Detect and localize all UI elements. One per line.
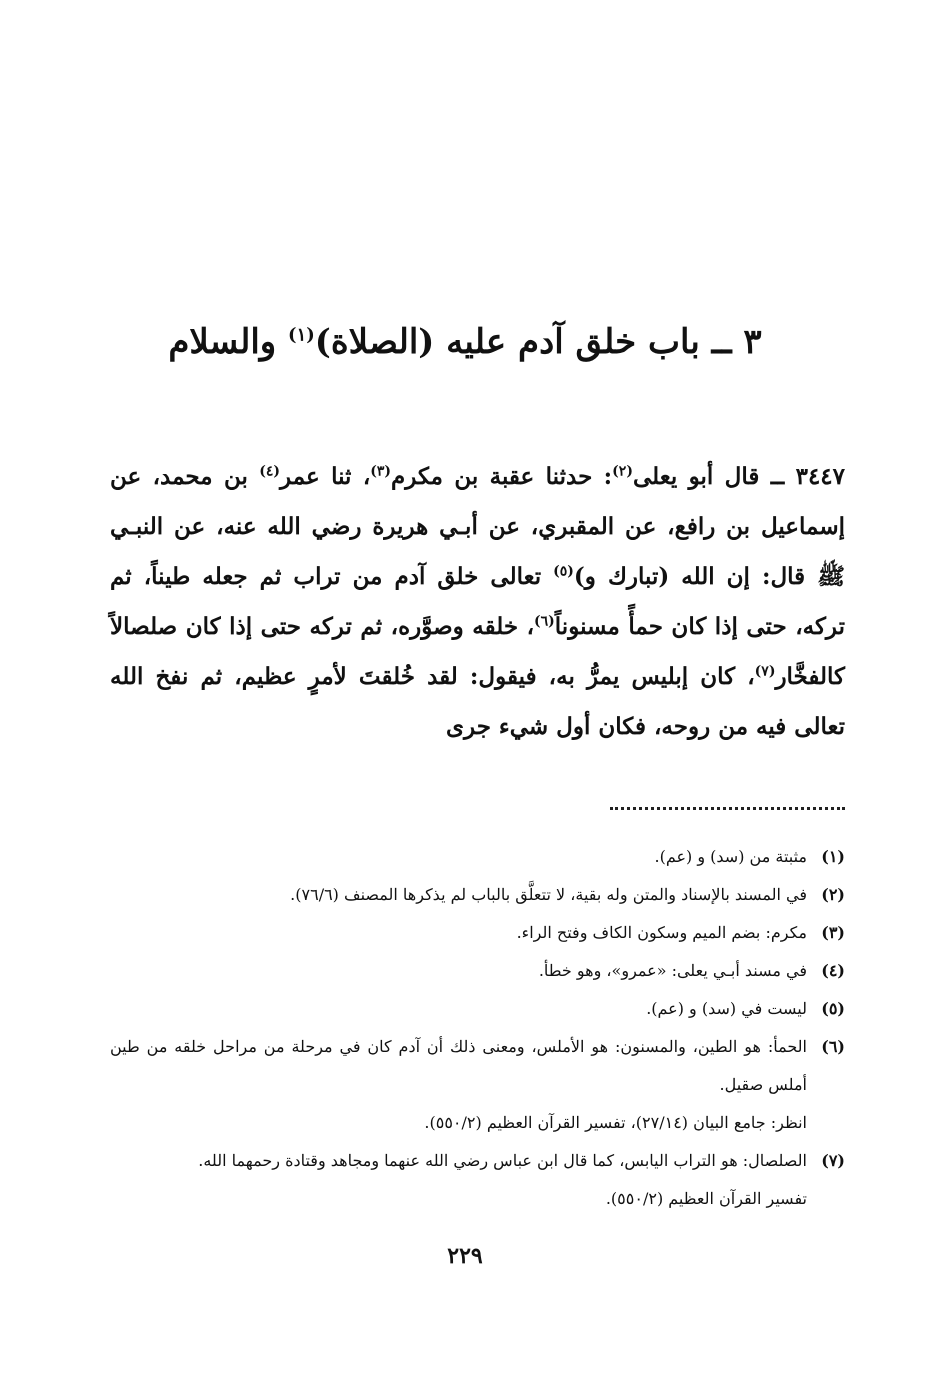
hadith-segment: قال أبو يعلى xyxy=(632,463,760,490)
footnote-ref: (٦) xyxy=(534,613,555,630)
footnote xyxy=(110,914,845,952)
chapter-title-end: والسلام xyxy=(168,322,289,362)
hadith-segment: ، خلقه وصوَّره، ثم تركه حتى إذا كان صلصالاً كالفخَّار xyxy=(110,613,845,690)
hadith-segment: بن محمد، عن إسماعيل بن رافع، عن المقبري، عن أبـي هريرة رضي الله عنه، عن النبـي ﷺ قال: إن الله (تبارك و) xyxy=(110,463,845,590)
hadith-segment: : حدثنا عقبة بن مكرم xyxy=(391,463,613,490)
footnote xyxy=(110,990,845,1028)
footnote-body xyxy=(110,1028,807,1142)
footnote-text: تفسير القرآن العظيم (٥٥٠/٢). xyxy=(605,1189,807,1208)
footnote-ref: (٥) xyxy=(553,563,574,580)
chapter-title-footnote-ref: (١) xyxy=(288,324,315,346)
footnote-body xyxy=(110,990,807,1028)
footnote xyxy=(110,838,845,876)
footnote-text: الصلصال: هو التراب اليابس، كما قال ابن عباس رضي الله عنهما ومجاهد وقتادة رحمهما الله. xyxy=(198,1151,807,1170)
footnote-text: في مسند أبـي يعلى: «عمرو»، وهو خطأ. xyxy=(538,961,807,980)
page-number: ٢٢٩ xyxy=(447,1243,483,1269)
footnote-number: (٢) xyxy=(821,885,845,904)
footnote-ref: (٢) xyxy=(612,463,633,480)
footnote-separator xyxy=(610,807,845,810)
footnote-body xyxy=(110,838,807,876)
footnote-number: (٧) xyxy=(821,1151,845,1170)
footnote-ref: (٤) xyxy=(259,463,281,480)
footnote-text: انظر: جامع البيان (٢٧/١٤)، تفسير القرآن العظيم (٥٥٠/٢). xyxy=(424,1113,807,1132)
footnote-number: (٥) xyxy=(821,999,845,1018)
footnote-number: (٤) xyxy=(821,961,845,980)
footnote xyxy=(110,952,845,990)
footnote xyxy=(110,1028,845,1142)
footnote-text: مكرم: بضم الميم وسكون الكاف وفتح الراء. xyxy=(516,923,807,942)
footnote xyxy=(110,1142,845,1218)
footnote-body xyxy=(110,952,807,990)
footnote-body xyxy=(110,1142,807,1218)
hadith-text xyxy=(110,452,845,752)
footnote-text: في المسند بالإسناد والمتن وله بقية، لا تتعلَّق بالباب لم يذكرها المصنف (٧٦/٦). xyxy=(290,885,807,904)
hadith-segment: ، ثنا عمر xyxy=(280,463,371,490)
chapter-title-main: ٣ ــ باب خلق آدم عليه (الصلاة) xyxy=(314,322,762,362)
footnote xyxy=(110,876,845,914)
footnote-text: الحمأ: هو الطين، والمسنون: هو الأملس، ومعنى ذلك أن آدم كان في مرحلة من مراحل خلقه من طين أملس صقيل. xyxy=(110,1037,807,1094)
footnote-number: (٦) xyxy=(821,1037,845,1056)
hadith-dash: ــ xyxy=(759,463,796,490)
footnote-text: مثبتة من (سد) و (عم). xyxy=(654,847,807,866)
footnote-number: (١) xyxy=(821,847,845,866)
footnote-body xyxy=(110,876,807,914)
footnote-ref: (٧) xyxy=(754,663,776,680)
chapter-title xyxy=(120,312,810,372)
footnote-number: (٣) xyxy=(821,923,845,942)
footnote-body xyxy=(110,914,807,952)
hadith-number: ٣٤٤٧ xyxy=(795,463,846,490)
footnote-ref: (٣) xyxy=(370,463,392,480)
footnotes xyxy=(110,838,845,1218)
footnote-text: ليست في (سد) و (عم). xyxy=(646,999,807,1018)
hadith-segment: ، كان إبليس يمرُّ به، فيقول: لقد خُلقتَ لأمرٍ عظيم، ثم نفخ الله تعالى فيه من روحه، فكان أول شيء جرى xyxy=(110,663,845,740)
hadith-segment: تعالى خلق آدم من تراب ثم جعله طيناً، ثم تركه، حتى إذا كان حمأً مسنوناً xyxy=(110,563,846,640)
